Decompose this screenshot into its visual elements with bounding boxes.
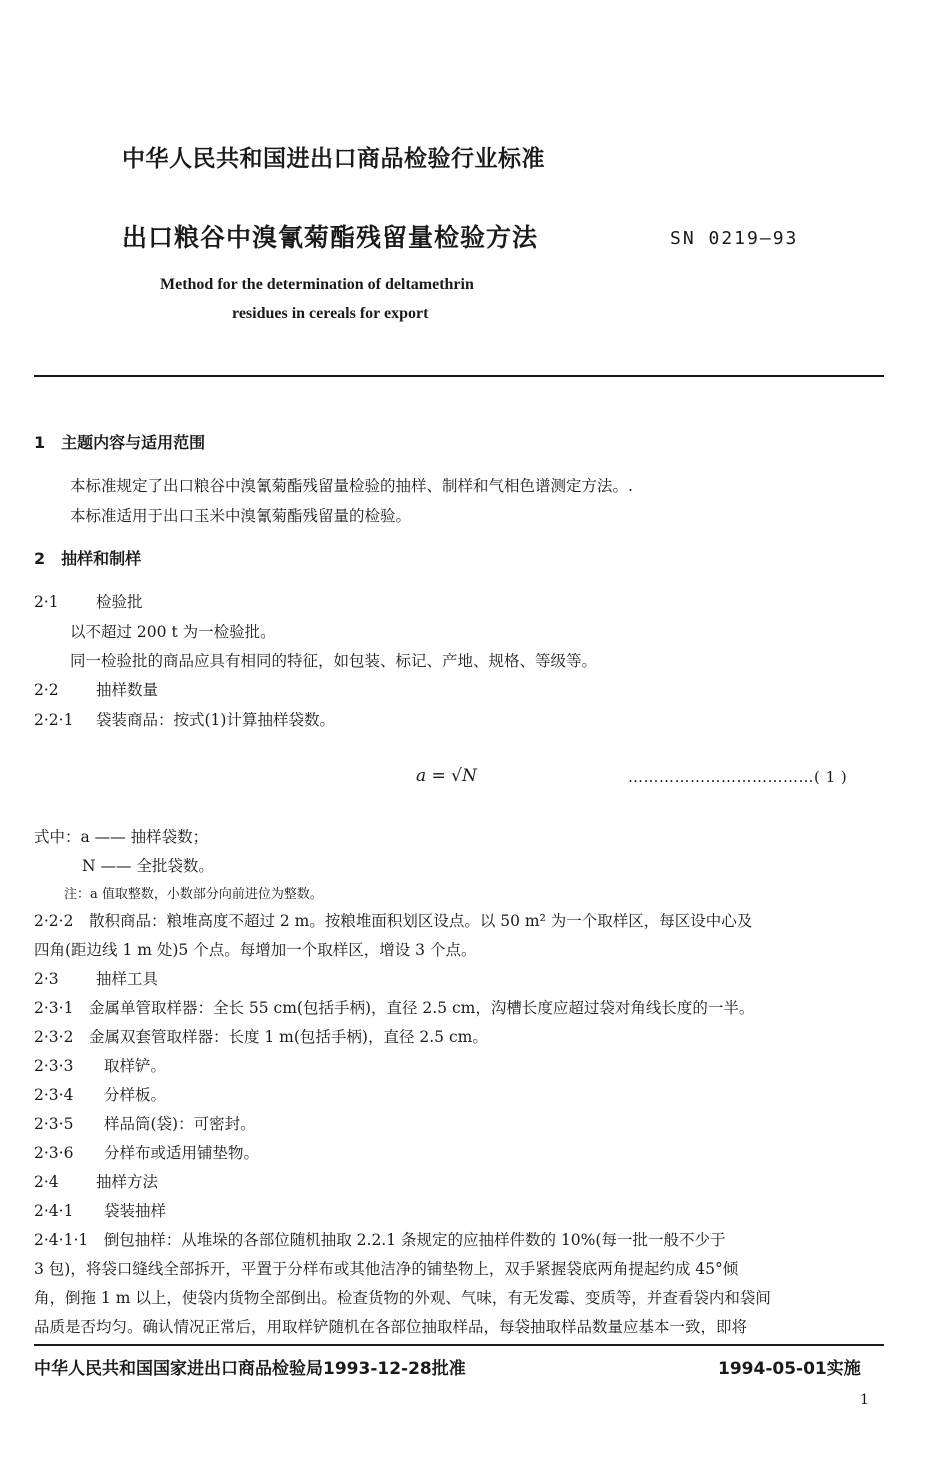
leader-dots: ……………………………… bbox=[628, 768, 814, 786]
clause-2-3-5 bbox=[34, 1112, 256, 1134]
section-1-paragraph-2: 本标准适用于出口玉米中溴氰菊酯残留量的检验。 bbox=[70, 507, 412, 525]
clause-title: 检验批 bbox=[96, 593, 143, 611]
clause-text: 分样板。 bbox=[104, 1086, 167, 1104]
clause-number: 2·3·5 bbox=[34, 1115, 74, 1133]
section-1-heading: 1 主题内容与适用范围 bbox=[34, 433, 206, 452]
clause-title: 抽样数量 bbox=[96, 681, 159, 699]
legend-a: a —— 抽样袋数； bbox=[80, 828, 209, 846]
clause-2-3-4 bbox=[34, 1083, 166, 1105]
clause-number: 2·3 bbox=[34, 970, 59, 988]
clause-number: 2·3·3 bbox=[34, 1057, 74, 1075]
page-number: 1 bbox=[860, 1392, 869, 1408]
clause-2-3-3 bbox=[34, 1054, 166, 1076]
standard-code: SN 0219—93 bbox=[670, 228, 799, 249]
clause-2-4 bbox=[34, 1170, 158, 1192]
formula-note: 注：a 值取整数，小数部分向前进位为整数。 bbox=[64, 887, 323, 902]
clause-number: 2·4·1 bbox=[34, 1202, 74, 1220]
clause-2-4-1-1-line2: 3 包)，将袋口缝线全部拆开，平置于分样布或其他洁净的铺垫物上，双手紧握袋底两角提起约成 45°倾 bbox=[34, 1260, 739, 1278]
section-1-paragraph-1: 本标准规定了出口粮谷中溴氰菊酯残留量检验的抽样、制样和气相色谱测定方法。. bbox=[70, 477, 633, 495]
clause-number: 2·2·1 bbox=[34, 711, 74, 729]
clause-text: 袋装商品：按式(1)计算抽样袋数。 bbox=[96, 711, 335, 729]
formula-legend-a bbox=[34, 825, 208, 847]
clause-title: 抽样工具 bbox=[96, 970, 159, 988]
clause-2-4-1-1-line4: 品质是否均匀。确认情况正常后，用取样铲随机在各部位抽取样品，每袋抽取样品数量应基本一致，即将 bbox=[34, 1318, 748, 1336]
clause-number: 2·3·6 bbox=[34, 1144, 74, 1162]
formula-legend-n: N —— 全批袋数。 bbox=[82, 857, 214, 875]
clause-title: 抽样方法 bbox=[96, 1173, 159, 1191]
footer-divider bbox=[34, 1344, 884, 1346]
clause-2-1-text-2: 同一检验批的商品应具有相同的特征，如包装、标记、产地、规格、等级等。 bbox=[70, 652, 598, 670]
clause-2-3-1: 2·3·1 金属单管取样器：全长 55 cm(包括手柄)，直径 2.5 cm，沟槽长度应超过袋对角线长度的一半。 bbox=[34, 999, 755, 1017]
document-title-english-line1: Method for the determination of deltamethrin bbox=[160, 276, 474, 293]
clause-2-2 bbox=[34, 678, 158, 700]
clause-number: 2·1 bbox=[34, 593, 59, 611]
clause-2-2-2-line1: 2·2·2 散积商品：粮堆高度不超过 2 m。按粮堆面积划区设点。以 50 m² 为一个取样区，每区设中心及 bbox=[34, 912, 753, 930]
clause-2-4-1-1-line1: 2·4·1·1 倒包抽样：从堆垛的各部位随机抽取 2.2.1 条规定的应抽样件数的 10%(每一批一般不少于 bbox=[34, 1231, 726, 1249]
formula-number: ( 1 ) bbox=[814, 768, 848, 786]
clause-2-2-1 bbox=[34, 708, 335, 730]
approval-statement: 中华人民共和国国家进出口商品检验局1993-12-28批准 bbox=[34, 1359, 466, 1379]
header-divider bbox=[34, 375, 884, 377]
clause-text: 样品筒(袋)：可密封。 bbox=[104, 1115, 256, 1133]
document-title-english-line2: residues in cereals for export bbox=[232, 305, 429, 322]
clause-2-2-2-line2: 四角(距边线 1 m 处)5 个点。每增加一个取样区，增设 3 个点。 bbox=[34, 941, 477, 959]
clause-number: 2·3·4 bbox=[34, 1086, 74, 1104]
clause-2-1 bbox=[34, 590, 143, 612]
clause-number: 2·2 bbox=[34, 681, 59, 699]
clause-2-4-1 bbox=[34, 1199, 166, 1221]
clause-text: 取样铲。 bbox=[104, 1057, 167, 1075]
clause-number: 2·4 bbox=[34, 1173, 59, 1191]
clause-2-1-text-1: 以不超过 200 t 为一检验批。 bbox=[70, 623, 276, 641]
clause-2-3-6 bbox=[34, 1141, 259, 1163]
standard-organization: 中华人民共和国进出口商品检验行业标准 bbox=[122, 146, 545, 172]
formula-leader-dots bbox=[628, 768, 847, 786]
clause-2-3 bbox=[34, 967, 158, 989]
document-title-chinese: 出口粮谷中溴氰菊酯残留量检验方法 bbox=[122, 223, 539, 252]
implementation-date: 1994-05-01实施 bbox=[718, 1359, 861, 1379]
formula: a = √N bbox=[416, 766, 477, 786]
clause-2-4-1-1-line3: 角，倒拖 1 m 以上，使袋内货物全部倒出。检查货物的外观、气味，有无发霉、变质等，并查看袋内和袋间 bbox=[34, 1289, 771, 1307]
clause-2-3-2: 2·3·2 金属双套管取样器：长度 1 m(包括手柄)，直径 2.5 cm。 bbox=[34, 1028, 488, 1046]
clause-text: 分样布或适用铺垫物。 bbox=[104, 1144, 260, 1162]
legend-label: 式中： bbox=[34, 828, 81, 846]
section-2-heading: 2 抽样和制样 bbox=[34, 549, 142, 568]
clause-title: 袋装抽样 bbox=[104, 1202, 167, 1220]
